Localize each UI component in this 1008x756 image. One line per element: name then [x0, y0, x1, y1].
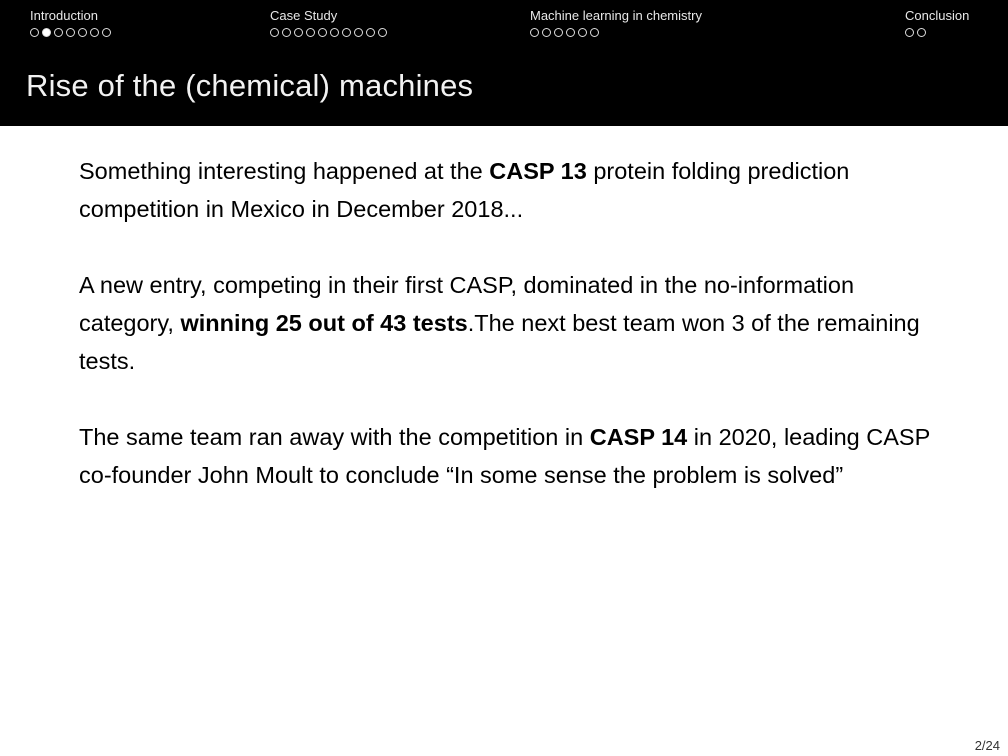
nav-slide-dots-conclusion — [905, 28, 969, 37]
nav-section-label-conclusion[interactable]: Conclusion — [905, 8, 970, 23]
slide-title-bar — [0, 46, 1008, 126]
slide-dot[interactable] — [578, 28, 587, 37]
slide-dot[interactable] — [378, 28, 387, 37]
nav-slide-dots-machine-learning-in-chemistry — [530, 28, 702, 37]
nav-section-conclusion — [905, 9, 969, 37]
top-navigation-bar — [0, 0, 1008, 46]
text-run: Something interesting happened at the — [79, 158, 490, 184]
slide-title: Rise of the (chemical) machines — [26, 68, 474, 103]
slide-dot[interactable] — [566, 28, 575, 37]
slide-dot[interactable] — [330, 28, 339, 37]
slide-dot[interactable] — [354, 28, 363, 37]
slide-dot[interactable] — [54, 28, 63, 37]
slide-dot[interactable] — [270, 28, 279, 37]
text-run: A new entry, competing in their first CASP, dominated in the no-information category, — [79, 272, 855, 336]
slide-body — [79, 152, 931, 532]
slide-dot[interactable] — [530, 28, 539, 37]
nav-section-label-introduction[interactable]: Introduction — [30, 8, 98, 23]
nav-section-machine-learning-in-chemistry — [530, 9, 702, 37]
nav-slide-dots-case-study — [270, 28, 390, 37]
bold-text-run: CASP 13 — [489, 158, 587, 184]
text-run: .The next best team won 3 of the remaining tests. — [79, 310, 920, 374]
slide-dot[interactable] — [306, 28, 315, 37]
bold-text-run: CASP 14 — [589, 424, 688, 450]
slide-dot[interactable] — [282, 28, 291, 37]
nav-section-introduction — [30, 9, 114, 37]
text-run: protein folding prediction competition in Mexico in December 2018... — [79, 158, 850, 222]
slide-dot[interactable] — [590, 28, 599, 37]
body-paragraph — [79, 418, 931, 494]
nav-slide-dots-introduction — [30, 28, 114, 37]
slide-dot[interactable] — [366, 28, 375, 37]
body-paragraph — [79, 266, 931, 380]
text-run: in 2020, leading CASP co-founder John Moult to conclude “In some sense the problem is solved” — [79, 424, 930, 488]
slide-dot[interactable] — [554, 28, 563, 37]
slide-dot[interactable] — [90, 28, 99, 37]
nav-section-label-machine-learning-in-chemistry[interactable]: Machine learning in chemistry — [530, 8, 702, 23]
bold-text-run: winning 25 out of 43 tests — [180, 310, 468, 336]
slide-dot[interactable] — [66, 28, 75, 37]
nav-section-case-study — [270, 9, 390, 37]
slide-dot[interactable] — [342, 28, 351, 37]
slide-dot-current[interactable] — [42, 28, 51, 37]
slide-dot[interactable] — [542, 28, 551, 37]
slide-dot[interactable] — [318, 28, 327, 37]
body-paragraph — [79, 152, 931, 228]
slide-dot[interactable] — [917, 28, 926, 37]
page-number: 2/24 — [974, 738, 1000, 753]
slide-dot[interactable] — [78, 28, 87, 37]
nav-section-label-case-study[interactable]: Case Study — [270, 8, 338, 23]
slide-dot[interactable] — [102, 28, 111, 37]
slide-dot[interactable] — [30, 28, 39, 37]
slide-dot[interactable] — [905, 28, 914, 37]
slide-dot[interactable] — [294, 28, 303, 37]
text-run: The same team ran away with the competition in — [79, 424, 590, 450]
